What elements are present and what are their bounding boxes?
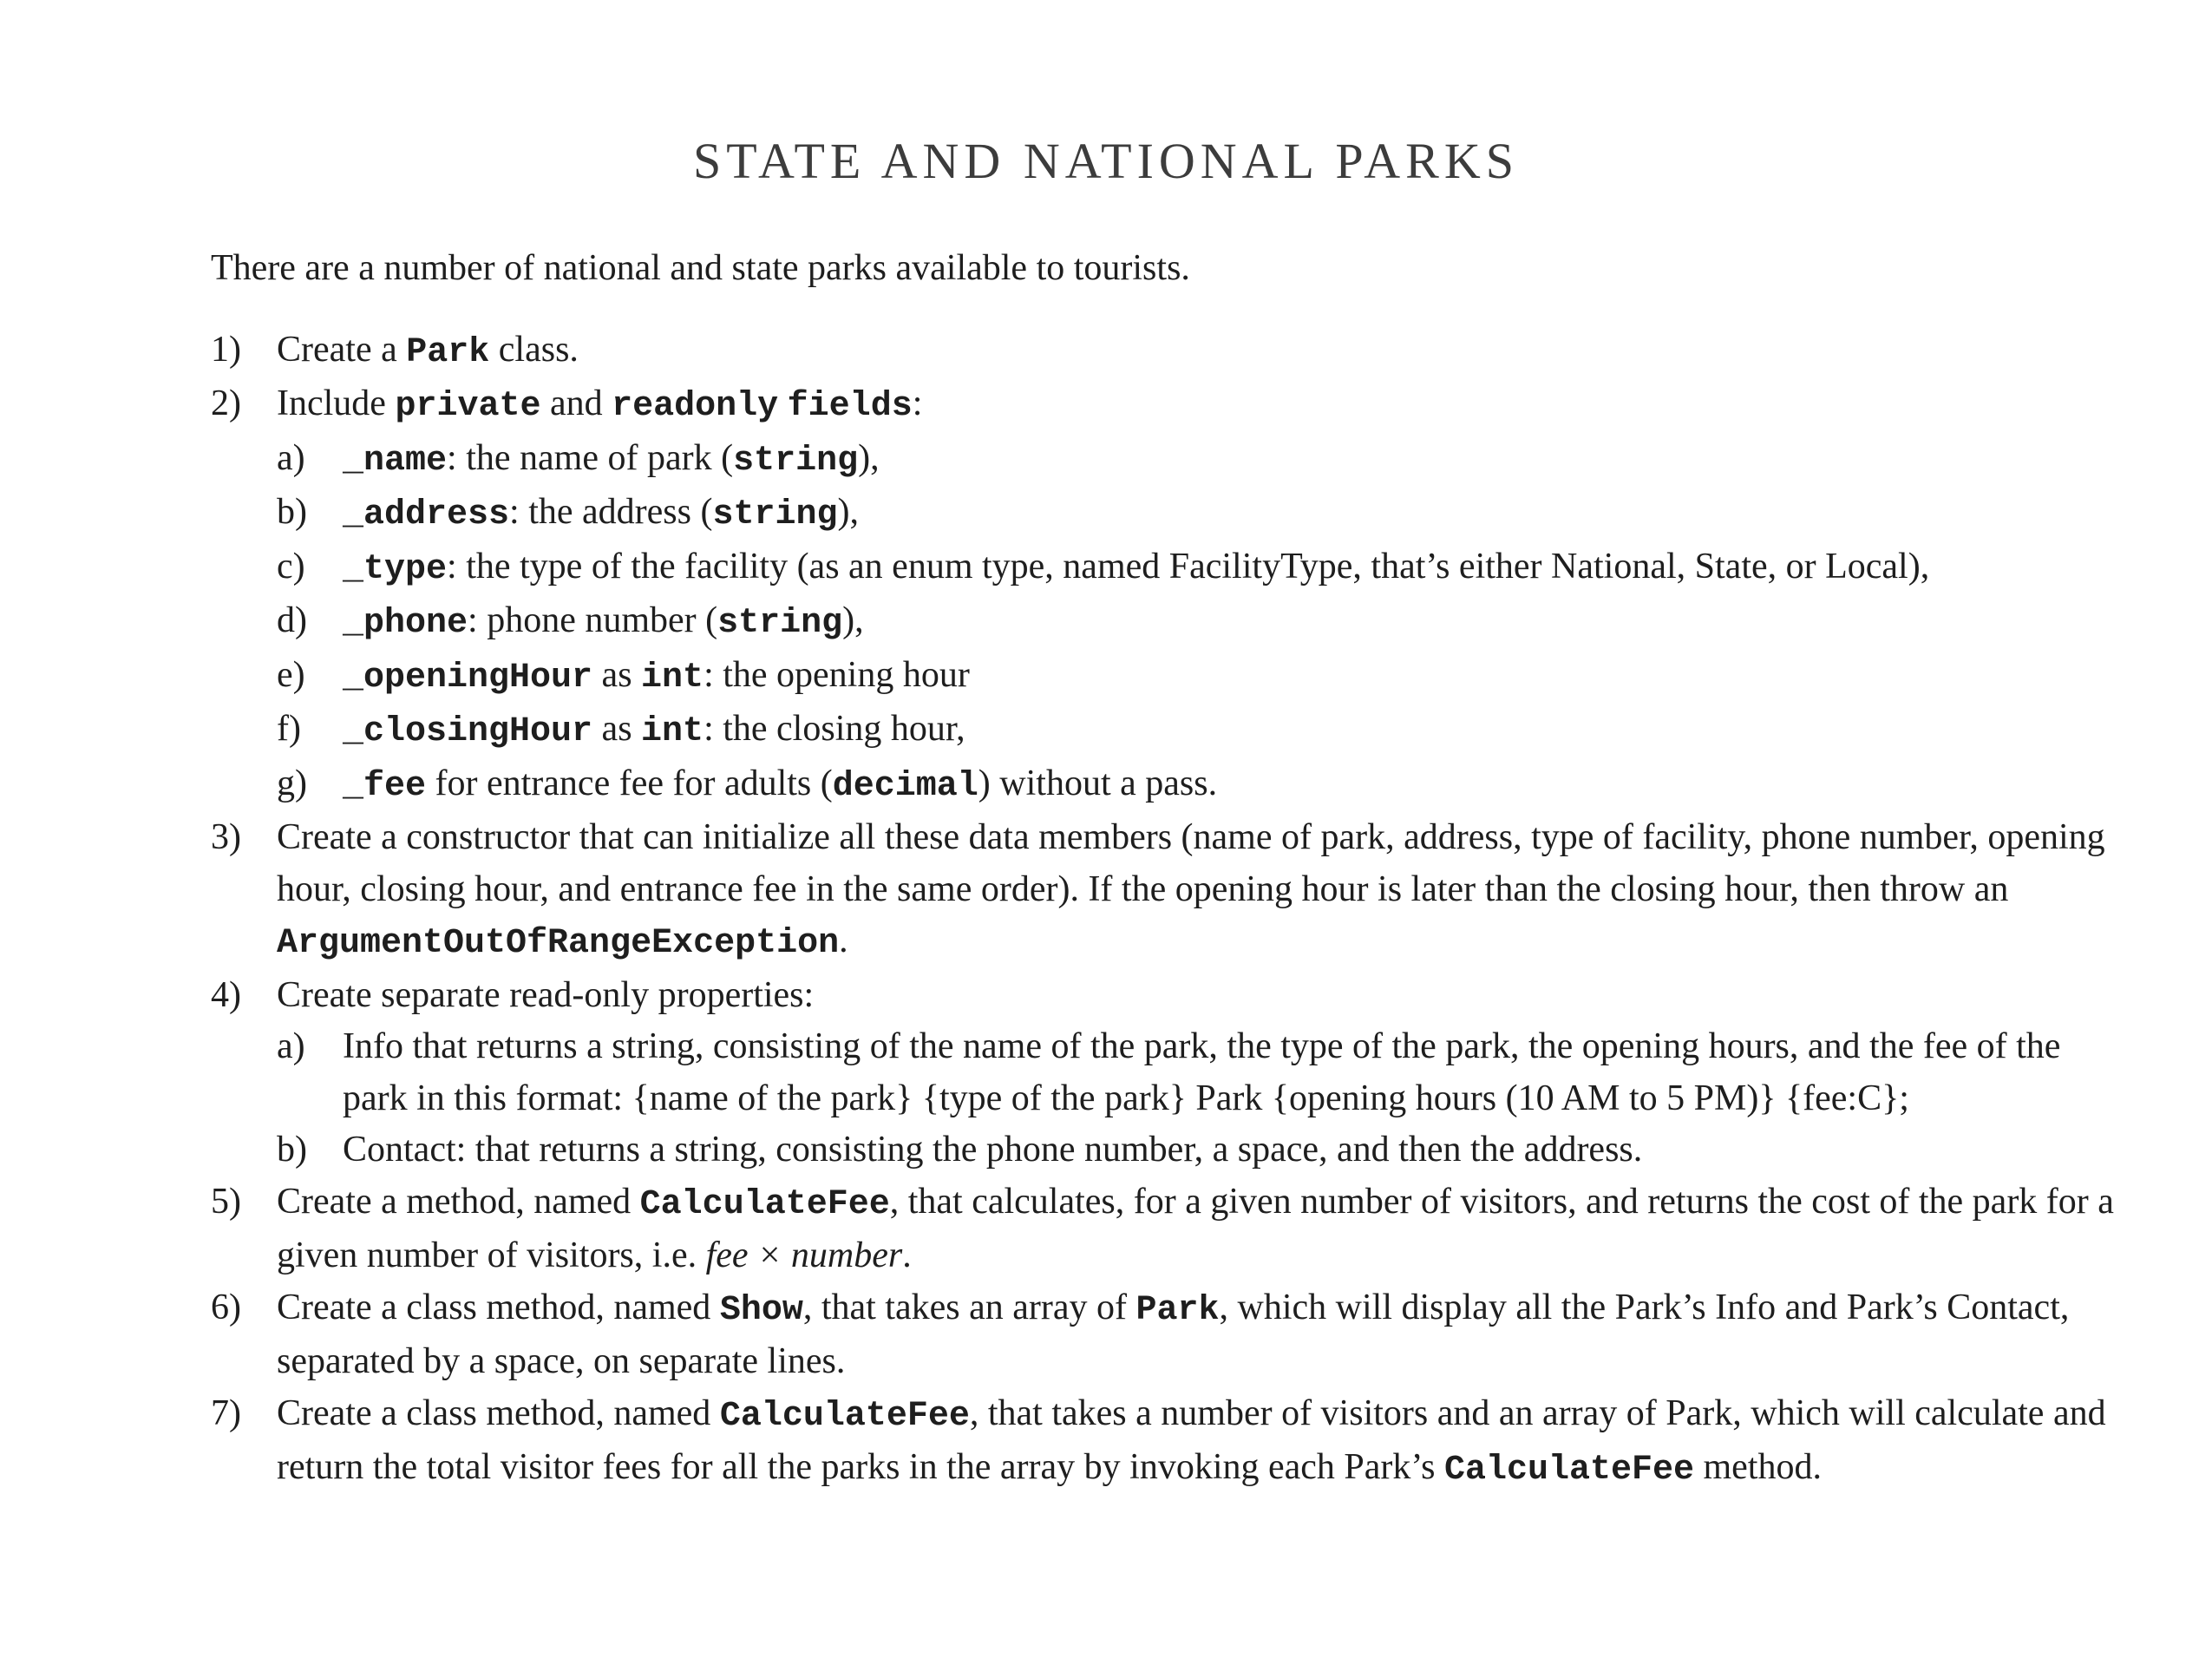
text: Create separate read-only properties: <box>277 974 815 1015</box>
text: . <box>839 921 848 960</box>
list-marker: 7) <box>211 1392 241 1433</box>
list-marker: e) <box>277 654 305 695</box>
page-title: STATE AND NATIONAL PARKS <box>693 133 1519 189</box>
code-term: CalculateFee <box>639 1184 890 1224</box>
list-marker: 4) <box>211 974 241 1015</box>
code-term: _openingHour <box>343 658 593 698</box>
text: ), <box>842 600 864 640</box>
text: Create a class method, named <box>277 1392 720 1433</box>
text: , that takes an array of <box>802 1287 1136 1327</box>
sub-item-g <box>211 758 2119 813</box>
text: Create a constructor that can initialize all these data members (name of park, address, type of facility, phone number, opening hour, closing hour, and entrance fee in the same order). If the opening hour is later than the closing hour, then throw an <box>277 817 2105 909</box>
code-term: string <box>712 495 838 534</box>
text: : the type of the facility (as an enum type, named FacilityType, that’s either National, State, or Local), <box>447 546 1930 586</box>
code-term: readonly <box>612 387 779 426</box>
text: and <box>540 383 612 423</box>
text: : the opening hour <box>704 654 970 695</box>
list-marker: a) <box>277 437 305 478</box>
list-marker: b) <box>277 1130 307 1170</box>
code-term: _name <box>343 441 448 481</box>
text: Contact: that returns a string, consisting the phone number, a space, and then the address. <box>343 1130 1643 1170</box>
code-term: int <box>641 712 704 751</box>
list-marker: 6) <box>211 1287 241 1327</box>
text: Include <box>277 383 396 423</box>
list-marker: d) <box>277 600 307 640</box>
text: , that calculates, for a given number of visitors, and returns the cost of the park for a given number of visitors, i.e. <box>277 1181 2114 1275</box>
sub-item-f <box>211 704 2119 758</box>
text: , that takes a number of visitors and an array of Park, which will calculate and return the total visitor fees for all the parks in the array by invoking each Park’s <box>277 1392 2106 1487</box>
sub-item-b <box>211 487 2119 541</box>
code-term: string <box>717 604 843 643</box>
list-item-2 <box>211 378 2119 433</box>
sub-item-e <box>211 650 2119 704</box>
code-term: Park <box>406 332 490 372</box>
list-marker: 2) <box>211 383 241 423</box>
text: : the address ( <box>509 492 713 532</box>
code-term: _type <box>343 549 448 589</box>
text: : the name of park ( <box>447 437 734 478</box>
code-term: _address <box>343 495 510 534</box>
list-marker: 3) <box>211 817 241 857</box>
list-item-7 <box>211 1388 2119 1497</box>
text: ), <box>858 437 880 478</box>
text <box>778 383 788 423</box>
sub-item-4b <box>211 1124 2119 1176</box>
text: as <box>592 654 642 695</box>
list-marker: g) <box>277 763 307 803</box>
code-term: _closingHour <box>343 712 593 751</box>
text: Info that returns a string, consisting of the name of the park, the type of the park, the opening hours, and the fee of the park in this format: {name of the park} {type of the park} Park {opening hours (10 AM to 5 PM)} {fee:C}; <box>343 1026 2061 1118</box>
code-term: Park <box>1135 1290 1220 1330</box>
list-marker: 5) <box>211 1181 241 1222</box>
code-term: string <box>733 441 859 481</box>
code-term: CalculateFee <box>719 1396 970 1436</box>
text: ), <box>837 492 859 532</box>
list-item-3 <box>211 812 2119 970</box>
sub-item-4a <box>211 1021 2119 1124</box>
text: Create a class method, named <box>277 1287 720 1327</box>
list-marker: a) <box>277 1026 305 1066</box>
code-term: Show <box>719 1290 803 1330</box>
list-marker: 1) <box>211 329 241 370</box>
list-marker: b) <box>277 492 307 532</box>
text: Create a method, named <box>277 1181 640 1222</box>
list-item-6 <box>211 1282 2119 1388</box>
text: method. <box>1693 1447 1822 1487</box>
code-term: fields <box>787 387 913 426</box>
document-body <box>211 243 2119 1497</box>
list-item-5 <box>211 1176 2119 1282</box>
list-item-4 <box>211 970 2119 1022</box>
text: . <box>902 1235 912 1275</box>
list-marker: c) <box>277 546 305 586</box>
intro-paragraph: There are a number of national and state parks available to tourists. <box>211 248 1190 288</box>
code-term: int <box>641 658 704 698</box>
list-item-1 <box>211 324 2119 379</box>
text: Create a <box>277 329 407 370</box>
text: as <box>592 709 642 749</box>
text: : phone number ( <box>468 600 718 640</box>
code-term: private <box>395 387 541 426</box>
list-marker: f) <box>277 709 301 749</box>
code-term: CalculateFee <box>1443 1451 1694 1490</box>
text: for entrance fee for adults ( <box>426 763 833 803</box>
text: : the closing hour, <box>704 709 965 749</box>
code-term: _phone <box>343 604 468 643</box>
code-term: ArgumentOutOfRangeException <box>277 924 840 963</box>
text: : <box>912 383 923 423</box>
code-term: _fee <box>343 766 427 806</box>
text: , which will display all the Park’s Info and Park’s Contact, separated by a space, on separate lines. <box>277 1287 2070 1381</box>
sub-item-a <box>211 433 2119 488</box>
sub-item-c <box>211 541 2119 596</box>
math-expression: fee × number <box>705 1235 903 1275</box>
text: class. <box>489 329 579 370</box>
text: ) without a pass. <box>978 763 1218 803</box>
sub-item-d <box>211 595 2119 650</box>
code-term: decimal <box>832 766 978 806</box>
